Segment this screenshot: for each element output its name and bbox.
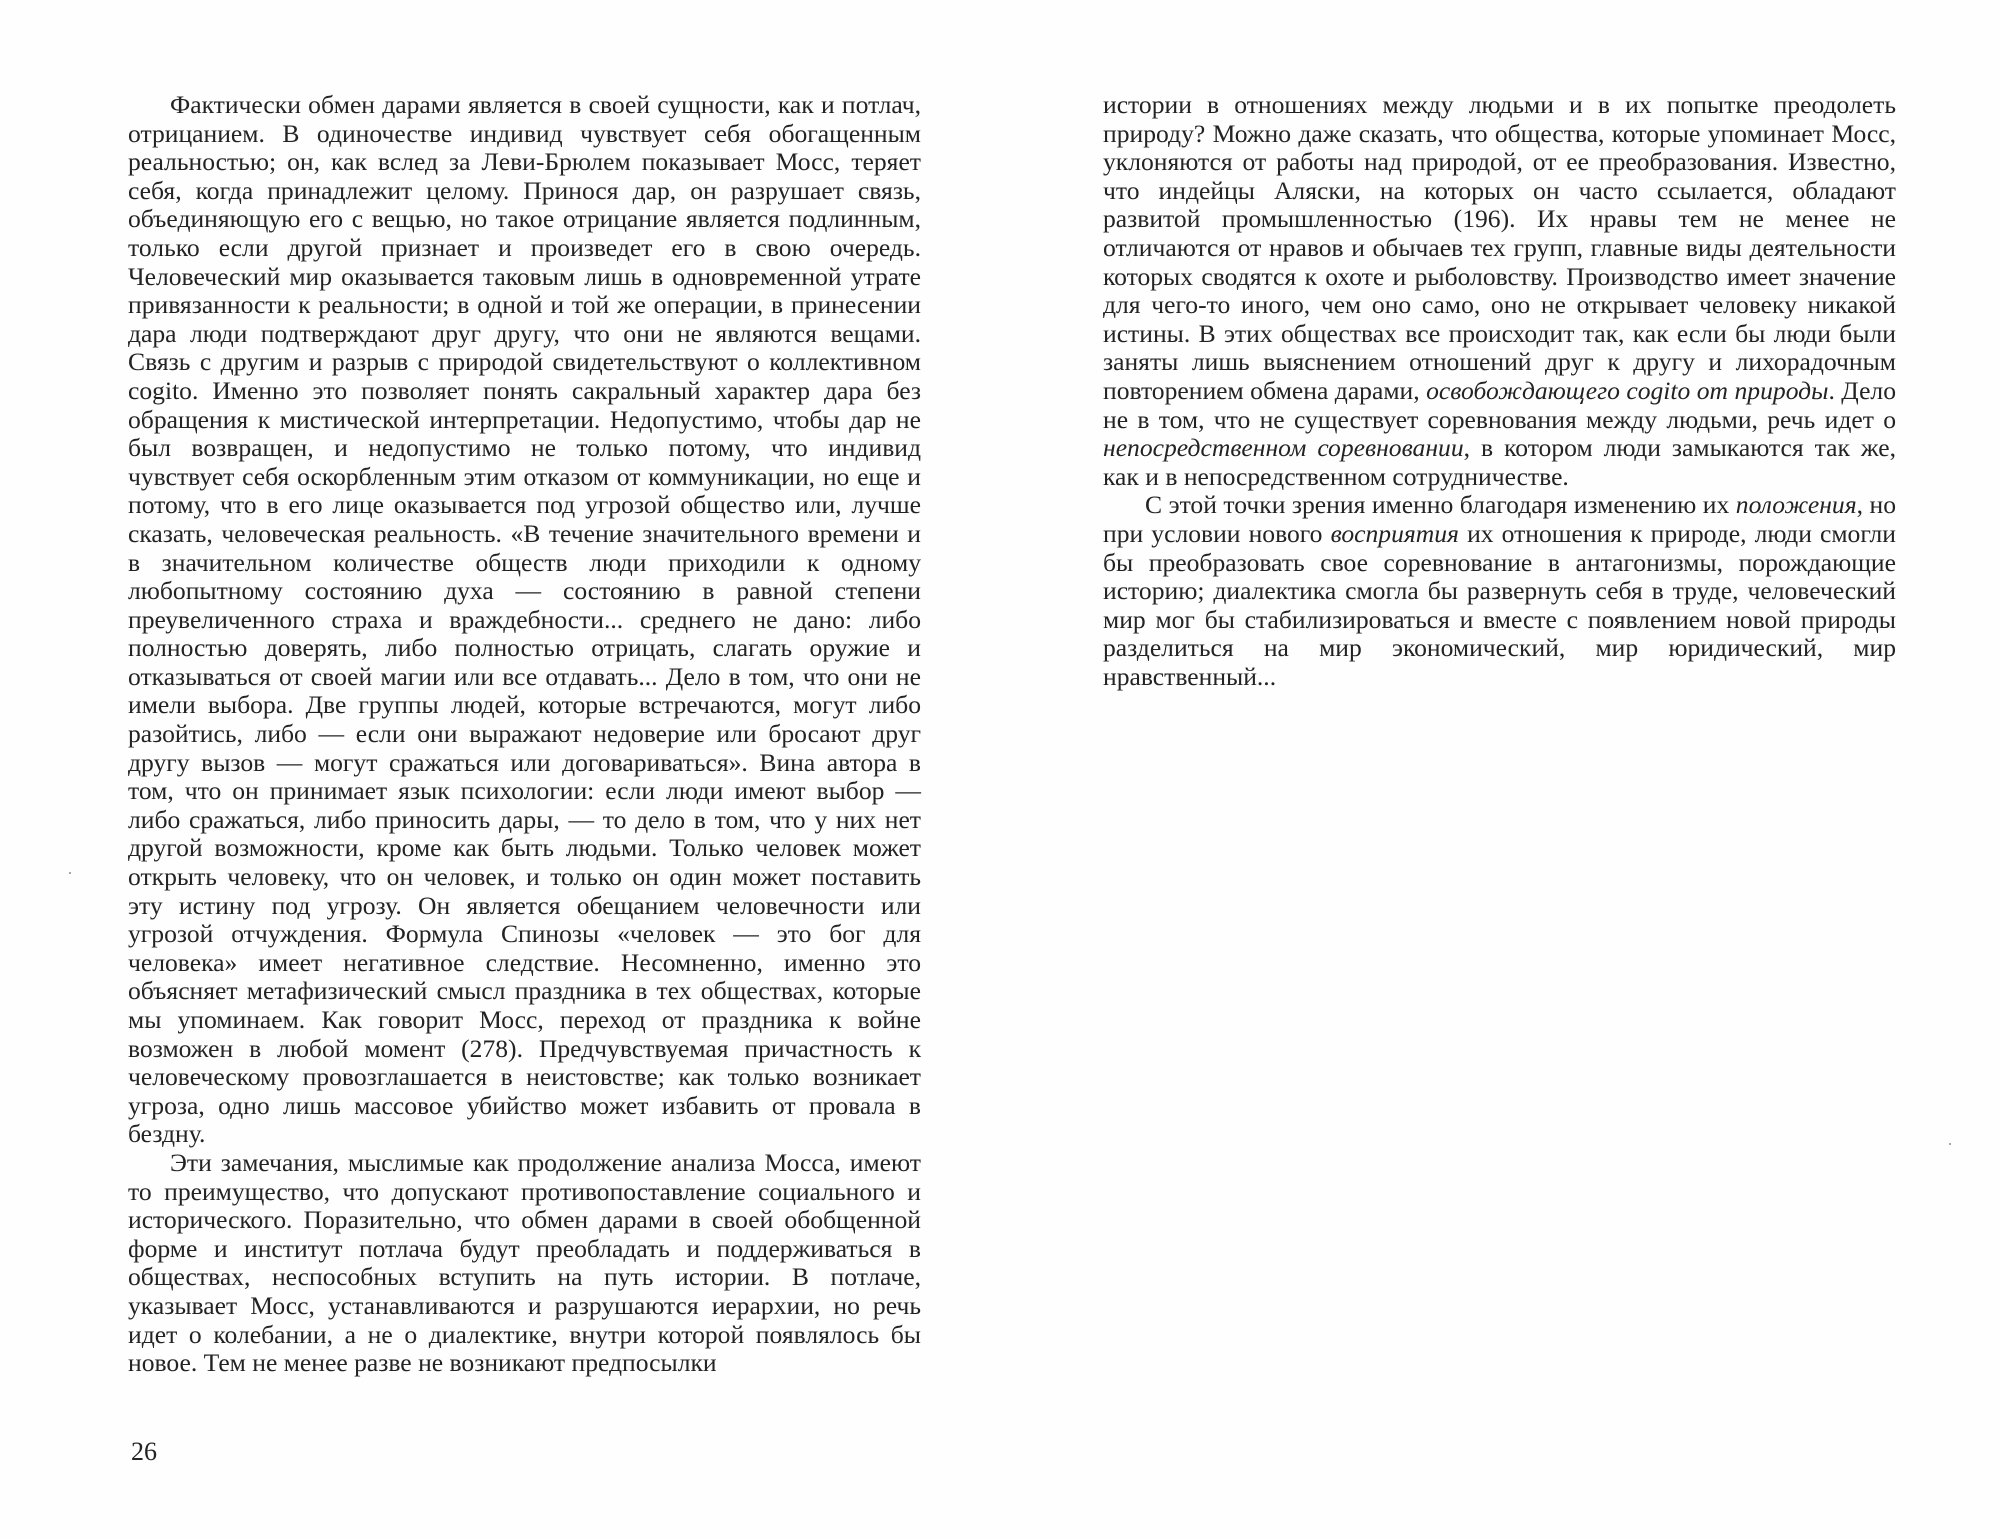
italic-text: восприятия (1330, 518, 1459, 548)
right-text-column (1103, 91, 1896, 691)
paragraph: Фактически обмен дарами является в своей сущности, как и потлач, отрицанием. В одиночестве индивид чувствует себя обогащенным реальностью; он, как вслед за Леви-Брюлем показывает Мосс, теряет себя, когда принадлежит целому. Принося дар, он разрушает связь, объединяющую его с вещью, но такое отрицание является подлинным, только если другой признает и произведет его в свою очередь. Человеческий мир оказывается таковым лишь в одновременной утрате привязанности к реальности; в одной и той же операции, в принесении дара люди подтверждают друг другу, что они не являются вещами. Связь с другим и разрыв с природой свидетельствуют о коллективном cogito. Именно это позволяет понять сакральный характер дара без обращения к мистической интерпретации. Недопустимо, чтобы дар не был возвращен, и недопустимо не только потому, что индивид чувствует себя оскорбленным этим отказом от коммуникации, но еще и потому, что в его лице оказывается под угрозой общество или, лучше сказать, человеческая реальность. «В течение значительного времени и в значительном количестве обществ люди приходили к одному любопытному состоянию духа — состоянию в равной степени преувеличенного страха и враждебности... среднего не дано: либо полностью доверять, либо полностью отрицать, слагать оружие и отказываться от своей магии или все отдавать... Дело в том, что они не имели выбора. Две группы людей, которые встречаются, могут либо разойтись, либо — если они выражают недоверие или бросают друг другу вызов — могут сражаться или договариваться». Вина автора в том, что он принимает язык психологии: если люди имеют выбор — либо сражаться, либо приносить дары, — то дело в том, что у них нет другой возможности, кроме как быть людьми. Только человек может открыть человеку, что он человек, и только он один может поставить эту истину под угрозу. Он является обещанием человечности или угрозой отчуждения. Формула Спинозы «человек — это бог для человека» имеет негативное следствие. Несомненно, именно это объясняет метафизический смысл праздника в тех обществах, которые мы упоминаем. Как говорит Мосс, переход от праздника к войне возможен в любой момент (278). Предчувствуемая причастность к человеческому провозглашается в неистовстве; как только возникает угроза, одно лишь массовое убийство может избавить от провала в бездну. (128, 90, 921, 1149)
left-text-column (128, 91, 921, 1378)
scan-speck (1949, 1143, 1951, 1145)
paragraph (1103, 491, 1896, 691)
right-page (1000, 0, 2000, 1539)
text-run: , в котором люди замыкаются так же, как и в непосредственном сотрудничестве. (1103, 433, 1896, 491)
page-number: 26 (131, 1437, 157, 1466)
text-run: истории в отношениях между людьми и в их попытке преодолеть природу? Можно даже сказать, что общества, которые упоминает Мосс, уклоняются от работы над природой, от ее преобразования. Известно, что индейцы Аляски, на которых он часто ссылается, обладают развитой промышленностью (196). Их нравы тем не менее не отличаются от нравов и обычаев тех групп, главные виды деятельности которых сводятся к охоте и рыболовству. Производство имеет значение для чего-то иного, чем оно само, оно не открывает человеку никакой истины. В этих обществах все происходит так, как если бы люди были заняты лишь выяснением отношений друг к другу и лихорадочным повторением обмена дарами, (1103, 90, 1896, 405)
italic-text: непосредственном соревновании (1103, 433, 1464, 463)
text-run: С этой точки зрения именно благодаря изменению их (1145, 490, 1730, 520)
scan-speck (69, 872, 71, 874)
text-run: . Дело не в том, что не существует соревнования между людьми, речь идет о (1103, 375, 1896, 434)
paragraph (1103, 91, 1896, 491)
italic-text: положения (1735, 490, 1857, 520)
italic-text: освобождающего cogito от природы (1426, 375, 1829, 405)
paragraph: Эти замечания, мыслимые как продолжение анализа Мосса, имеют то преимущество, что допускают противопоставление социального и исторического. Поразительно, что обмен дарами в своей обобщенной форме и институт потлача будут преобладать и поддерживаться в обществах, неспособных вступить на путь истории. В потлаче, указывает Мосс, устанавливаются и разрушаются иерархии, но речь идет о колебании, а не о диалектике, внутри которой появлялось бы новое. Тем не менее разве не возникают предпосылки (128, 1147, 921, 1378)
text-run: , но при условии нового (1103, 490, 1896, 548)
text-run: их отношения к природе, люди смогли бы преобразовать свое соревнование в антагонизмы, порождающие историю; диалектика смогла бы развернуть себя в труде, человеческий мир мог бы стабилизироваться и вместе с появлением новой природы разделиться на мир экономический, мир юридический, мир нравственный... (1103, 518, 1897, 691)
